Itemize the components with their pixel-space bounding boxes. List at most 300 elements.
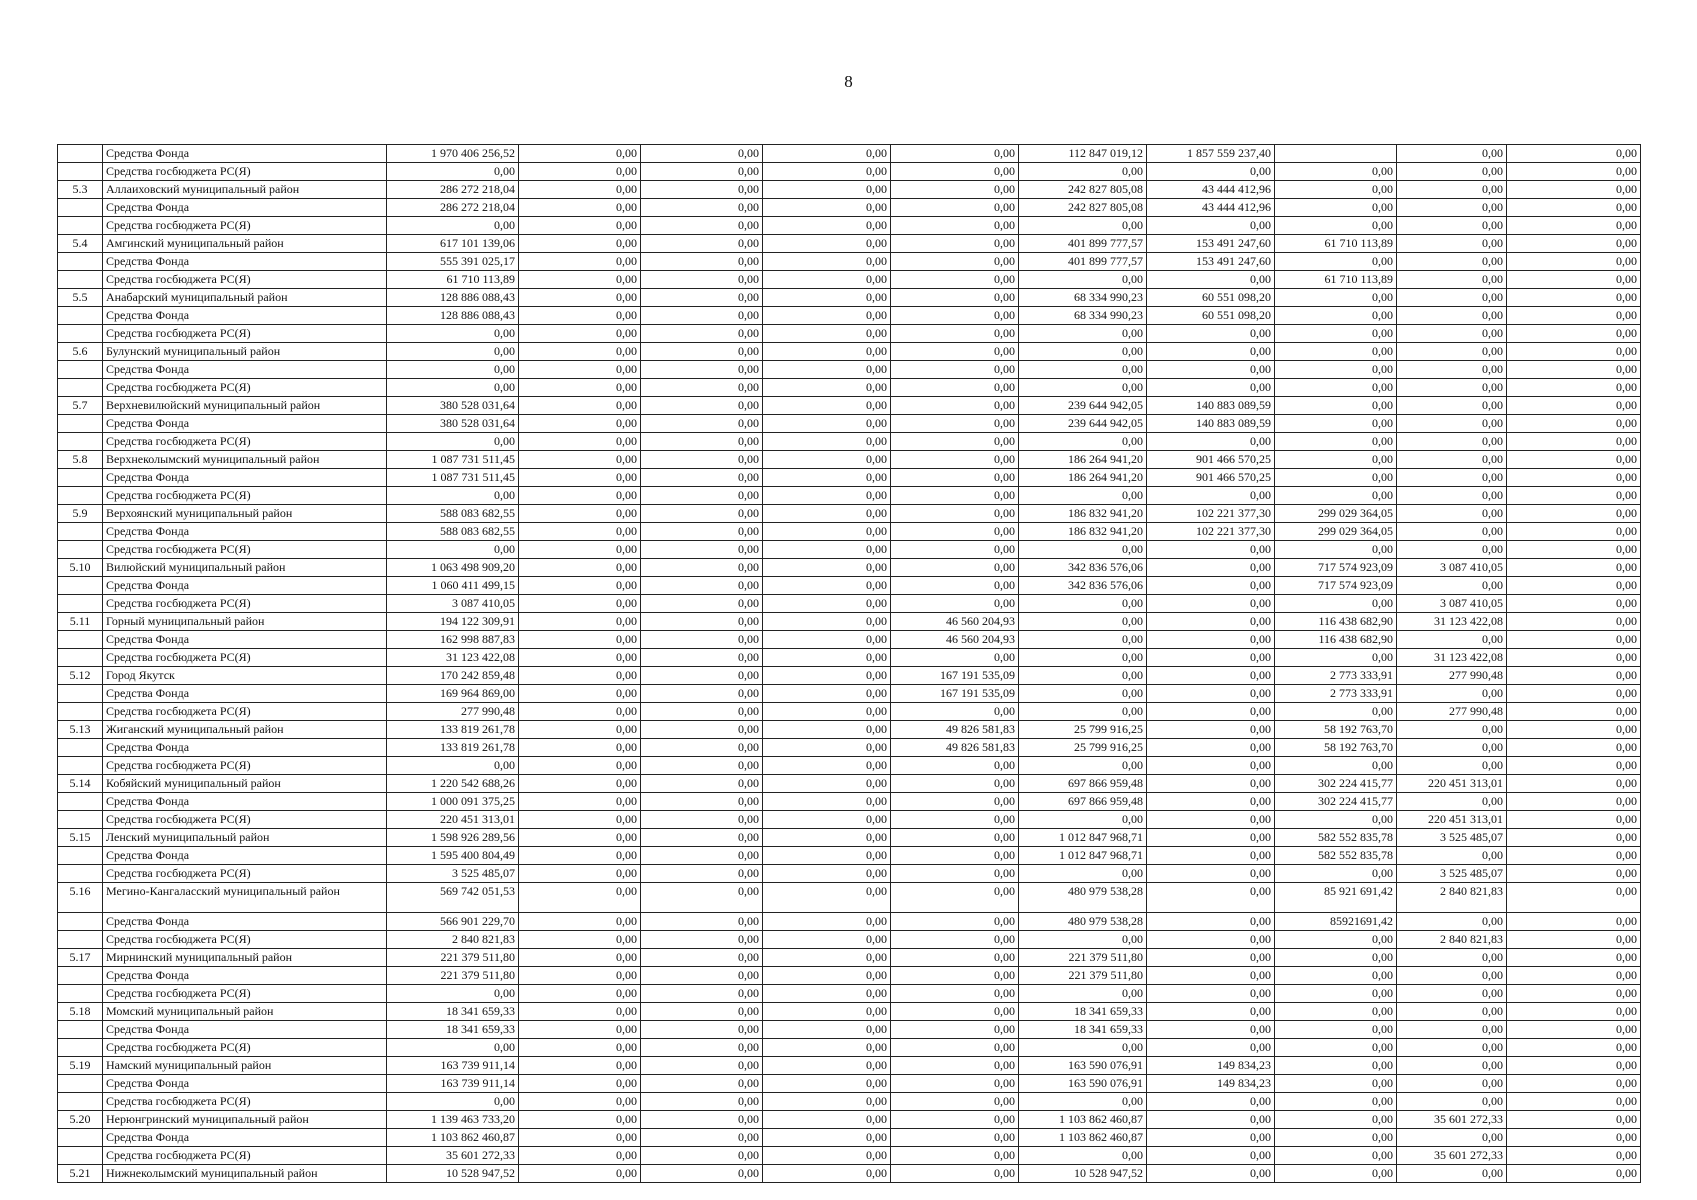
row-number: 5.15: [58, 829, 103, 847]
table-row: [58, 253, 1641, 271]
value-cell: 0,00: [1397, 577, 1507, 595]
value-cell: 186 264 941,20: [1019, 451, 1147, 469]
value-cell: 0,00: [1397, 967, 1507, 985]
value-cell: 0,00: [1147, 913, 1275, 931]
value-cell: 0,00: [387, 379, 519, 397]
value-cell: 163 590 076,91: [1019, 1057, 1147, 1075]
value-cell: 0,00: [1397, 235, 1507, 253]
value-cell: 0,00: [1147, 667, 1275, 685]
value-cell: 221 379 511,80: [387, 967, 519, 985]
value-cell: 0,00: [519, 361, 641, 379]
table-row: [58, 1021, 1641, 1039]
row-number: [58, 217, 103, 235]
value-cell: 0,00: [1397, 217, 1507, 235]
row-name: Верхнеколымский муниципальный район: [103, 451, 387, 469]
value-cell: 0,00: [641, 415, 763, 433]
value-cell: 1 000 091 375,25: [387, 793, 519, 811]
value-cell: 0,00: [519, 181, 641, 199]
value-cell: 0,00: [1147, 967, 1275, 985]
value-cell: 0,00: [1397, 1021, 1507, 1039]
value-cell: 0,00: [1147, 487, 1275, 505]
value-cell: 0,00: [891, 1111, 1019, 1129]
row-number: 5.20: [58, 1111, 103, 1129]
value-cell: 0,00: [1397, 1093, 1507, 1111]
value-cell: 0,00: [763, 415, 891, 433]
value-cell: 0,00: [387, 361, 519, 379]
value-cell: 0,00: [641, 931, 763, 949]
value-cell: 0,00: [519, 505, 641, 523]
value-cell: 31 123 422,08: [1397, 613, 1507, 631]
table-row: [58, 523, 1641, 541]
value-cell: 220 451 313,01: [1397, 811, 1507, 829]
value-cell: 0,00: [641, 703, 763, 721]
value-cell: 0,00: [519, 1147, 641, 1165]
value-cell: 61 710 113,89: [1275, 235, 1397, 253]
value-cell: 0,00: [641, 949, 763, 967]
value-cell: 0,00: [1507, 433, 1641, 451]
value-cell: 0,00: [891, 1003, 1019, 1021]
value-cell: 3 525 485,07: [387, 865, 519, 883]
value-cell: 149 834,23: [1147, 1057, 1275, 1075]
value-cell: 0,00: [1507, 1039, 1641, 1057]
value-cell: 0,00: [519, 847, 641, 865]
value-cell: 128 886 088,43: [387, 307, 519, 325]
row-number: 5.21: [58, 1165, 103, 1183]
value-cell: 0,00: [1397, 415, 1507, 433]
value-cell: 0,00: [763, 289, 891, 307]
value-cell: 0,00: [641, 775, 763, 793]
value-cell: 0,00: [641, 523, 763, 541]
row-number: [58, 1075, 103, 1093]
row-name: Мегино-Кангаласский муниципальный район: [103, 883, 387, 913]
value-cell: 0,00: [641, 811, 763, 829]
value-cell: 242 827 805,08: [1019, 181, 1147, 199]
row-name: Средства Фонда: [103, 1075, 387, 1093]
value-cell: 0,00: [1275, 1057, 1397, 1075]
value-cell: 480 979 538,28: [1019, 913, 1147, 931]
value-cell: 2 840 821,83: [1397, 931, 1507, 949]
value-cell: 0,00: [1275, 379, 1397, 397]
value-cell: 0,00: [519, 559, 641, 577]
value-cell: 0,00: [1507, 967, 1641, 985]
value-cell: 0,00: [1507, 487, 1641, 505]
value-cell: 0,00: [891, 865, 1019, 883]
value-cell: 0,00: [763, 883, 891, 913]
value-cell: 0,00: [1507, 541, 1641, 559]
value-cell: 0,00: [1507, 1003, 1641, 1021]
value-cell: 0,00: [641, 325, 763, 343]
value-cell: 0,00: [1147, 163, 1275, 181]
row-name: Средства Фонда: [103, 967, 387, 985]
value-cell: 0,00: [1507, 271, 1641, 289]
value-cell: 0,00: [1019, 217, 1147, 235]
value-cell: 0,00: [387, 487, 519, 505]
value-cell: 10 528 947,52: [1019, 1165, 1147, 1183]
row-name: Верхневилюйский муниципальный район: [103, 397, 387, 415]
row-number: [58, 433, 103, 451]
value-cell: 0,00: [641, 595, 763, 613]
value-cell: 0,00: [1147, 1147, 1275, 1165]
value-cell: 0,00: [1147, 595, 1275, 613]
value-cell: 153 491 247,60: [1147, 253, 1275, 271]
value-cell: 0,00: [763, 433, 891, 451]
value-cell: 0,00: [763, 325, 891, 343]
value-cell: 0,00: [1275, 967, 1397, 985]
value-cell: 0,00: [1507, 685, 1641, 703]
table-row: [58, 181, 1641, 199]
value-cell: 0,00: [519, 685, 641, 703]
table-row: [58, 451, 1641, 469]
row-name: Средства госбюджета РС(Я): [103, 541, 387, 559]
value-cell: 0,00: [641, 829, 763, 847]
value-cell: 0,00: [1275, 1165, 1397, 1183]
row-name: Средства Фонда: [103, 199, 387, 217]
value-cell: 0,00: [641, 613, 763, 631]
value-cell: 0,00: [1019, 541, 1147, 559]
value-cell: 0,00: [1275, 361, 1397, 379]
value-cell: 0,00: [1275, 469, 1397, 487]
row-number: [58, 931, 103, 949]
value-cell: 0,00: [1019, 343, 1147, 361]
value-cell: 0,00: [519, 1057, 641, 1075]
value-cell: 0,00: [763, 865, 891, 883]
value-cell: 0,00: [1507, 289, 1641, 307]
value-cell: 277 990,48: [1397, 667, 1507, 685]
value-cell: 167 191 535,09: [891, 667, 1019, 685]
row-name: Средства госбюджета РС(Я): [103, 757, 387, 775]
table-row: [58, 931, 1641, 949]
row-name: Средства Фонда: [103, 913, 387, 931]
value-cell: 0,00: [1147, 379, 1275, 397]
value-cell: 1 103 862 460,87: [387, 1129, 519, 1147]
value-cell: 0,00: [763, 685, 891, 703]
table-row: [58, 631, 1641, 649]
value-cell: 0,00: [1147, 1111, 1275, 1129]
value-cell: 0,00: [1147, 703, 1275, 721]
value-cell: 3 087 410,05: [387, 595, 519, 613]
value-cell: 0,00: [1147, 931, 1275, 949]
value-cell: 0,00: [519, 541, 641, 559]
table-row: [58, 865, 1641, 883]
value-cell: 0,00: [1397, 379, 1507, 397]
value-cell: 43 444 412,96: [1147, 181, 1275, 199]
value-cell: 0,00: [641, 649, 763, 667]
row-name: Средства госбюджета РС(Я): [103, 865, 387, 883]
row-name: Средства Фонда: [103, 1129, 387, 1147]
value-cell: 10 528 947,52: [387, 1165, 519, 1183]
value-cell: 342 836 576,06: [1019, 559, 1147, 577]
value-cell: 0,00: [1019, 865, 1147, 883]
row-number: 5.19: [58, 1057, 103, 1075]
row-number: 5.5: [58, 289, 103, 307]
row-name: Вилюйский муниципальный район: [103, 559, 387, 577]
value-cell: 116 438 682,90: [1275, 631, 1397, 649]
value-cell: 0,00: [519, 829, 641, 847]
value-cell: 0,00: [1147, 325, 1275, 343]
value-cell: 0,00: [1019, 163, 1147, 181]
row-name: Средства госбюджета РС(Я): [103, 1147, 387, 1165]
value-cell: 0,00: [763, 253, 891, 271]
value-cell: 0,00: [891, 415, 1019, 433]
value-cell: 102 221 377,30: [1147, 523, 1275, 541]
value-cell: 0,00: [1275, 811, 1397, 829]
row-name: Средства Фонда: [103, 361, 387, 379]
row-number: 5.16: [58, 883, 103, 913]
value-cell: 0,00: [891, 847, 1019, 865]
row-number: 5.3: [58, 181, 103, 199]
value-cell: 0,00: [763, 163, 891, 181]
value-cell: 0,00: [1397, 1075, 1507, 1093]
value-cell: 0,00: [891, 541, 1019, 559]
value-cell: 0,00: [1397, 505, 1507, 523]
value-cell: 0,00: [641, 1057, 763, 1075]
value-cell: 1 595 400 804,49: [387, 847, 519, 865]
table-row: [58, 343, 1641, 361]
row-name: Средства госбюджета РС(Я): [103, 649, 387, 667]
value-cell: 0,00: [519, 931, 641, 949]
value-cell: 0,00: [1507, 379, 1641, 397]
table-row: [58, 541, 1641, 559]
value-cell: 0,00: [1507, 949, 1641, 967]
value-cell: 85921691,42: [1275, 913, 1397, 931]
value-cell: 0,00: [1507, 1093, 1641, 1111]
value-cell: 0,00: [519, 379, 641, 397]
value-cell: 0,00: [891, 253, 1019, 271]
value-cell: 0,00: [763, 181, 891, 199]
value-cell: 0,00: [387, 343, 519, 361]
value-cell: 0,00: [1147, 1021, 1275, 1039]
value-cell: 220 451 313,01: [387, 811, 519, 829]
value-cell: 0,00: [1147, 433, 1275, 451]
value-cell: 0,00: [519, 523, 641, 541]
value-cell: 18 341 659,33: [1019, 1003, 1147, 1021]
row-name: Средства госбюджета РС(Я): [103, 1093, 387, 1111]
value-cell: 0,00: [1507, 181, 1641, 199]
value-cell: 0,00: [1275, 325, 1397, 343]
value-cell: 25 799 916,25: [1019, 739, 1147, 757]
value-cell: 163 739 911,14: [387, 1075, 519, 1093]
value-cell: 0,00: [641, 865, 763, 883]
value-cell: 0,00: [1019, 613, 1147, 631]
value-cell: 0,00: [763, 1111, 891, 1129]
value-cell: 162 998 887,83: [387, 631, 519, 649]
value-cell: 0,00: [1397, 469, 1507, 487]
value-cell: 1 103 862 460,87: [1019, 1111, 1147, 1129]
row-number: 5.12: [58, 667, 103, 685]
value-cell: 0,00: [641, 235, 763, 253]
value-cell: 0,00: [641, 985, 763, 1003]
value-cell: 0,00: [1275, 415, 1397, 433]
table-row: [58, 397, 1641, 415]
value-cell: 0,00: [641, 199, 763, 217]
value-cell: 0,00: [891, 967, 1019, 985]
value-cell: 0,00: [1397, 361, 1507, 379]
value-cell: 49 826 581,83: [891, 721, 1019, 739]
value-cell: 0,00: [519, 325, 641, 343]
table-row: [58, 703, 1641, 721]
value-cell: 163 590 076,91: [1019, 1075, 1147, 1093]
value-cell: 0,00: [519, 595, 641, 613]
row-name: Средства Фонда: [103, 523, 387, 541]
value-cell: 0,00: [1507, 469, 1641, 487]
value-cell: 582 552 835,78: [1275, 847, 1397, 865]
value-cell: 0,00: [641, 577, 763, 595]
value-cell: 43 444 412,96: [1147, 199, 1275, 217]
row-number: [58, 985, 103, 1003]
value-cell: 0,00: [763, 1093, 891, 1111]
value-cell: 0,00: [763, 829, 891, 847]
value-cell: 239 644 942,05: [1019, 415, 1147, 433]
row-number: [58, 793, 103, 811]
value-cell: 0,00: [1397, 271, 1507, 289]
row-name: Средства госбюджета РС(Я): [103, 433, 387, 451]
value-cell: 299 029 364,05: [1275, 523, 1397, 541]
value-cell: 0,00: [641, 433, 763, 451]
table-row: [58, 985, 1641, 1003]
value-cell: 3 525 485,07: [1397, 829, 1507, 847]
value-cell: 0,00: [763, 379, 891, 397]
value-cell: 0,00: [1397, 541, 1507, 559]
row-name: Средства Фонда: [103, 577, 387, 595]
value-cell: 31 123 422,08: [387, 649, 519, 667]
value-cell: 220 451 313,01: [1397, 775, 1507, 793]
value-cell: 140 883 089,59: [1147, 415, 1275, 433]
value-cell: 0,00: [1507, 343, 1641, 361]
row-name: Средства Фонда: [103, 793, 387, 811]
value-cell: 49 826 581,83: [891, 739, 1019, 757]
value-cell: 0,00: [1507, 1111, 1641, 1129]
value-cell: 153 491 247,60: [1147, 235, 1275, 253]
value-cell: 0,00: [891, 931, 1019, 949]
table-row: [58, 487, 1641, 505]
value-cell: 58 192 763,70: [1275, 739, 1397, 757]
value-cell: 3 087 410,05: [1397, 595, 1507, 613]
value-cell: 0,00: [519, 739, 641, 757]
table-row: [58, 739, 1641, 757]
value-cell: 0,00: [641, 145, 763, 163]
value-cell: 0,00: [763, 649, 891, 667]
row-number: [58, 595, 103, 613]
value-cell: 0,00: [1397, 739, 1507, 757]
value-cell: 0,00: [891, 217, 1019, 235]
value-cell: 0,00: [891, 451, 1019, 469]
value-cell: 2 773 333,91: [1275, 685, 1397, 703]
row-name: Средства госбюджета РС(Я): [103, 271, 387, 289]
value-cell: 149 834,23: [1147, 1075, 1275, 1093]
value-cell: 0,00: [763, 931, 891, 949]
row-number: [58, 757, 103, 775]
row-name: Город Якутск: [103, 667, 387, 685]
value-cell: 0,00: [519, 1129, 641, 1147]
value-cell: 85 921 691,42: [1275, 883, 1397, 913]
value-cell: 0,00: [641, 883, 763, 913]
value-cell: 46 560 204,93: [891, 631, 1019, 649]
value-cell: 0,00: [1147, 793, 1275, 811]
table-row: [58, 667, 1641, 685]
value-cell: 0,00: [519, 913, 641, 931]
value-cell: 0,00: [1507, 931, 1641, 949]
value-cell: 0,00: [1019, 1147, 1147, 1165]
value-cell: 277 990,48: [1397, 703, 1507, 721]
value-cell: 0,00: [1275, 163, 1397, 181]
value-cell: 0,00: [891, 307, 1019, 325]
value-cell: 0,00: [1397, 1039, 1507, 1057]
value-cell: 0,00: [1507, 757, 1641, 775]
value-cell: 0,00: [763, 595, 891, 613]
value-cell: 0,00: [519, 793, 641, 811]
value-cell: 299 029 364,05: [1275, 505, 1397, 523]
value-cell: 0,00: [763, 343, 891, 361]
value-cell: 0,00: [1397, 949, 1507, 967]
value-cell: 0,00: [519, 667, 641, 685]
row-number: [58, 415, 103, 433]
value-cell: 0,00: [1397, 343, 1507, 361]
row-name: Средства госбюджета РС(Я): [103, 931, 387, 949]
value-cell: 0,00: [1019, 631, 1147, 649]
value-cell: 302 224 415,77: [1275, 793, 1397, 811]
value-cell: 61 710 113,89: [1275, 271, 1397, 289]
value-cell: 0,00: [1275, 703, 1397, 721]
value-cell: 0,00: [1147, 757, 1275, 775]
value-cell: 0,00: [763, 721, 891, 739]
value-cell: 0,00: [1147, 1093, 1275, 1111]
value-cell: 0,00: [891, 883, 1019, 913]
value-cell: 0,00: [763, 967, 891, 985]
row-name: Средства госбюджета РС(Я): [103, 811, 387, 829]
value-cell: 0,00: [763, 361, 891, 379]
value-cell: 0,00: [519, 217, 641, 235]
value-cell: 0,00: [891, 289, 1019, 307]
row-number: [58, 163, 103, 181]
row-name: Средства Фонда: [103, 739, 387, 757]
value-cell: 0,00: [641, 397, 763, 415]
value-cell: 0,00: [519, 865, 641, 883]
row-name: Средства госбюджета РС(Я): [103, 1039, 387, 1057]
row-number: [58, 685, 103, 703]
value-cell: 0,00: [763, 847, 891, 865]
value-cell: 0,00: [519, 649, 641, 667]
value-cell: 0,00: [1147, 865, 1275, 883]
value-cell: 0,00: [1147, 721, 1275, 739]
value-cell: 0,00: [1397, 523, 1507, 541]
value-cell: 0,00: [763, 217, 891, 235]
row-number: [58, 271, 103, 289]
value-cell: 0,00: [891, 757, 1019, 775]
row-name: Верхоянский муниципальный район: [103, 505, 387, 523]
table-row: [58, 325, 1641, 343]
value-cell: 0,00: [1397, 181, 1507, 199]
row-number: [58, 541, 103, 559]
value-cell: 0,00: [641, 487, 763, 505]
row-number: 5.9: [58, 505, 103, 523]
row-number: [58, 967, 103, 985]
value-cell: 0,00: [1507, 985, 1641, 1003]
value-cell: 0,00: [891, 1147, 1019, 1165]
value-cell: 0,00: [763, 451, 891, 469]
value-cell: 0,00: [641, 559, 763, 577]
value-cell: 0,00: [641, 721, 763, 739]
row-name: Средства госбюджета РС(Я): [103, 703, 387, 721]
value-cell: 3 525 485,07: [1397, 865, 1507, 883]
value-cell: 0,00: [1019, 1093, 1147, 1111]
value-cell: 0,00: [763, 775, 891, 793]
value-cell: 0,00: [763, 811, 891, 829]
row-name: Средства Фонда: [103, 469, 387, 487]
value-cell: 302 224 415,77: [1275, 775, 1397, 793]
value-cell: 0,00: [1397, 757, 1507, 775]
value-cell: 18 341 659,33: [387, 1003, 519, 1021]
value-cell: 102 221 377,30: [1147, 505, 1275, 523]
